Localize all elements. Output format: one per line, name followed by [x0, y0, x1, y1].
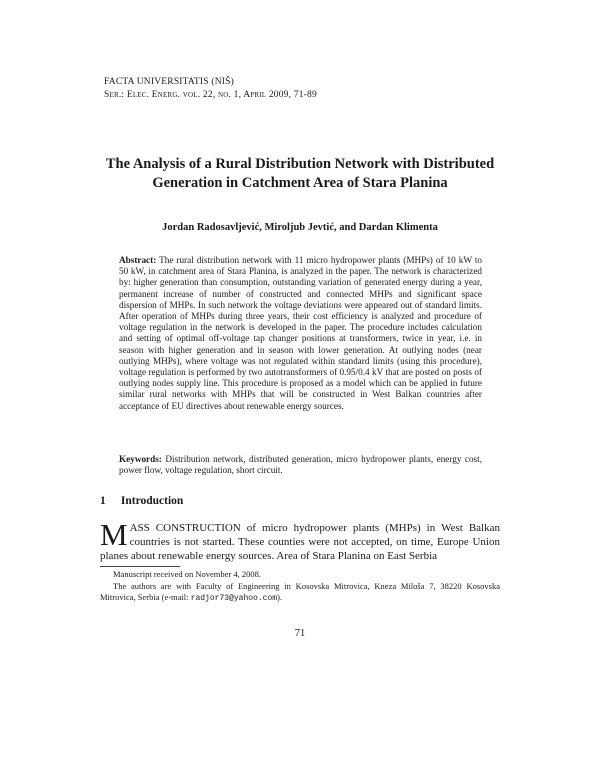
intro-text: of micro hydropower plants (MHPs) in West Balkan countries is not started. These counties were not accepted, on time, Europe Union planes about renewable energy sources. Area of Stara Planina on East Serbia: [100, 522, 500, 562]
footnote-received: Manuscript received on November 4, 2008.: [113, 569, 261, 579]
paper-authors: Jordan Radosavljević, Miroljub Jevtić, and Dardan Klimenta: [162, 222, 438, 233]
keywords: [119, 454, 482, 476]
section-title: Introduction: [120, 495, 184, 507]
journal-citation: Ser.: Elec. Energ. vol. 22, no. 1, April 2009, 71-89: [104, 90, 317, 100]
intro-paragraph: [100, 517, 500, 563]
footnote-affiliation: [100, 581, 500, 605]
affiliation-end: ).: [277, 592, 283, 602]
section-heading: [100, 495, 183, 507]
journal-header: [104, 76, 317, 102]
abstract-text: The rural distribution network with 11 micro hydropower plants (MHPs) of 10 kW to 50 kW, in catchment area of Stara Planina, is analyzed in the paper. The network is characterized by: higher generation than consumption, outstanding variation of generated energy during a year, permanent increase of number of constructed and connected MHPs and significant space dispersion of MHPs. In such network the voltage deviations were appeared out of standard limits. After operation of MHPs during three years, their cost efficiency is analyzed and procedure of voltage regulation in the network is developed in the paper. The procedure includes calculation and setting of optimal off-voltage tap changer positions at transformers, twice in year, i.e. in season with higher generation and in season with lower generation. At outlying nodes (near outlying MHPs), where voltage was not regulated within standard limits (using this procedure), voltage regulation is performed by two autotransformers of 0.95/0.4 kV that are posted on posts of outlying nodes supply line. This procedure is proposed as a model which can be applied in future similar rural networks with MHPs that will be constructed in West Balkan countries after acceptance of EU directives about renewable energy sources.: [119, 255, 482, 411]
paper-title: The Analysis of a Rural Distribution Network with Distributed Generation in Catchment Area of Stara Planina: [105, 156, 495, 191]
abstract-label: Abstract:: [119, 255, 157, 265]
intro-smallcaps: ASS CONSTRUCTION: [129, 522, 241, 534]
keywords-label: Keywords:: [119, 454, 162, 464]
keywords-text: Distribution network, distributed generation, micro hydropower plants, energy cost, power flow, voltage regulation, short circuit.: [119, 454, 482, 476]
journal-name: FACTA UNIVERSITATIS (NIŠ): [104, 77, 234, 87]
page-number: 71: [294, 628, 306, 639]
drop-cap: M: [100, 517, 128, 552]
affiliation-text: The authors are with Faculty of Engineering in Kosovska Mitrovica, Kneza Miloša 7, 38220 Kosovska Mitrovica, Serbia (e-mail:: [100, 580, 500, 602]
abstract: [119, 255, 482, 412]
footnote-rule: [100, 566, 180, 567]
author-email: radjor73@yahoo.com: [190, 594, 278, 603]
footnotes: [100, 569, 500, 605]
section-number: 1: [100, 495, 106, 507]
